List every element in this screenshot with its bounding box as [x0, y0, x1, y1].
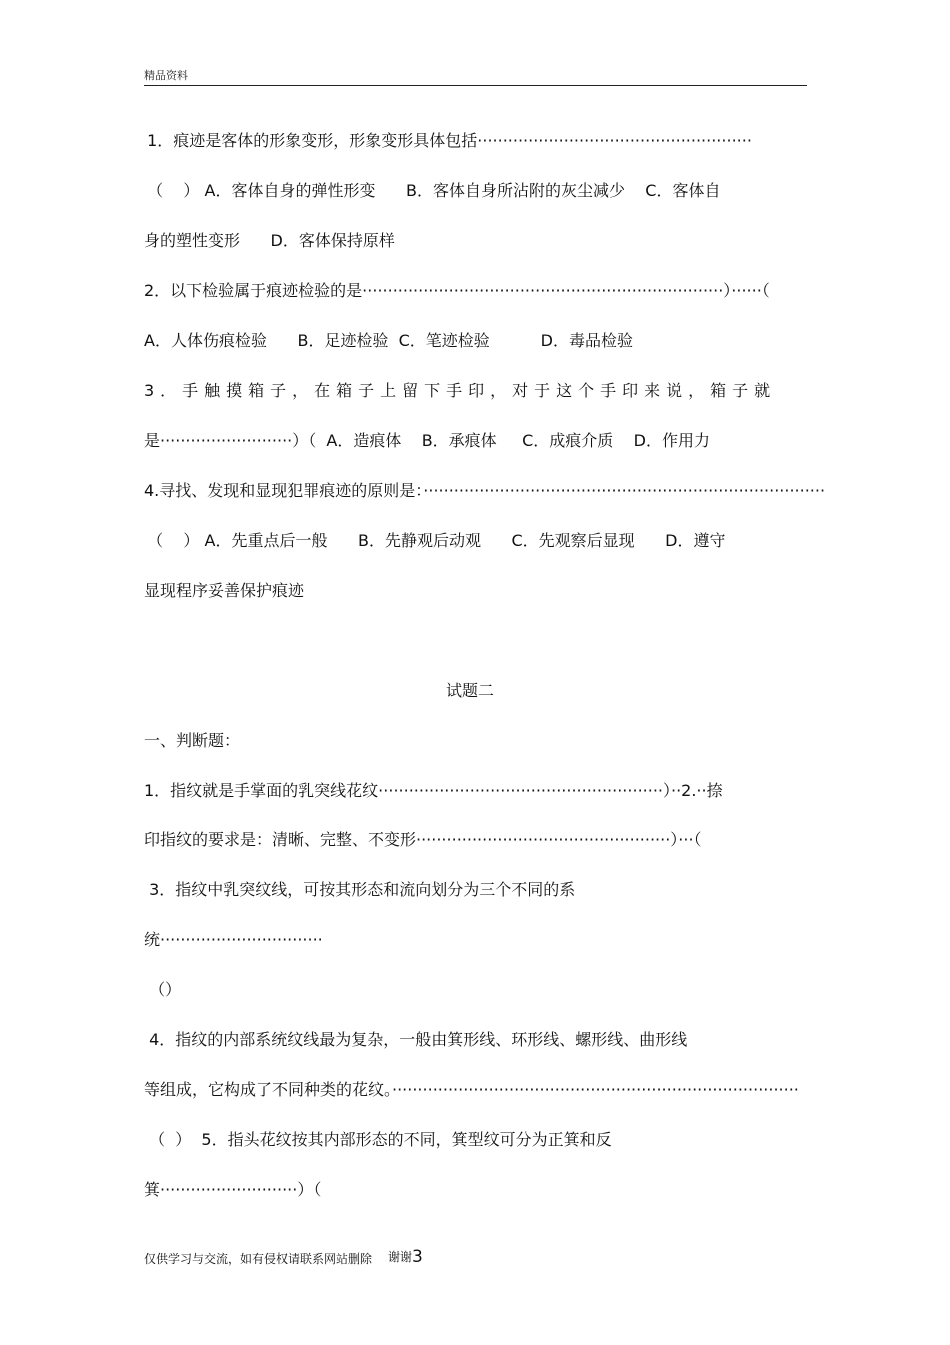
- q3-stem: 3．手触摸箱子，在箱子上留下手印，对于这个手印来说，箱子就: [144, 381, 777, 400]
- tf-line-5: （）: [144, 980, 182, 999]
- footer-thanks: 谢谢: [388, 1250, 413, 1264]
- tf-line-4: 统································: [144, 930, 323, 949]
- tf-line-9: 箕···························）（: [144, 1180, 322, 1199]
- header-divider: [144, 85, 807, 86]
- page-number: 3: [412, 1247, 423, 1267]
- tf-line-7: 等组成，它构成了不同种类的花纹。················································································: [144, 1080, 799, 1099]
- q4-stem: 4.寻找、发现和显现犯罪痕迹的原则是：···············································································: [144, 481, 826, 500]
- q4-options-cont: 显现程序妥善保护痕迹: [144, 581, 305, 600]
- q2-stem: 2．以下检验属于痕迹检验的是·······································································）······（: [144, 281, 770, 300]
- footer-note: 仅供学习与交流，如有侵权请联系网站删除: [144, 1252, 373, 1266]
- q2-options: A．人体伤痕检验 B．足迹检验 C．笔迹检验 D．毒品检验: [144, 331, 633, 350]
- tf-line-8: （ ） 5．指头花纹按其内部形态的不同，箕型纹可分为正箕和反: [144, 1130, 612, 1149]
- q3-options: 是··························）（ A．造痕体 B．承痕体 C．成痕介质 D．作用力: [144, 431, 710, 450]
- tf-line-2: 印指纹的要求是：清晰、完整、不变形··················································）···（: [144, 830, 702, 849]
- q1-options-cont: 身的塑性变形 D．客体保持原样: [144, 231, 395, 250]
- tf-line-1: 1．指纹就是手掌面的乳突线花纹························································）··2.··捺: [144, 781, 723, 800]
- section-title: 试题二: [446, 681, 495, 700]
- tf-line-6: 4．指纹的内部系统纹线最为复杂，一般由箕形线、环形线、螺形线、曲形线: [144, 1030, 688, 1049]
- section-heading: 一、判断题：: [144, 731, 241, 750]
- footer-page: [388, 1249, 423, 1265]
- q4-options: （ ） A．先重点后一般 B．先静观后动观 C．先观察后显现 D．遵守: [142, 531, 726, 550]
- q1-stem: 1．痕迹是客体的形象变形，形象变形具体包括······················································: [142, 131, 752, 150]
- q1-options: （ ） A．客体自身的弹性形变 B．客体自身所沾附的灰尘减少 C．客体自: [142, 181, 721, 200]
- header-label: 精品资料: [144, 69, 188, 82]
- tf-line-3: 3．指纹中乳突纹线，可按其形态和流向划分为三个不同的系: [144, 880, 576, 899]
